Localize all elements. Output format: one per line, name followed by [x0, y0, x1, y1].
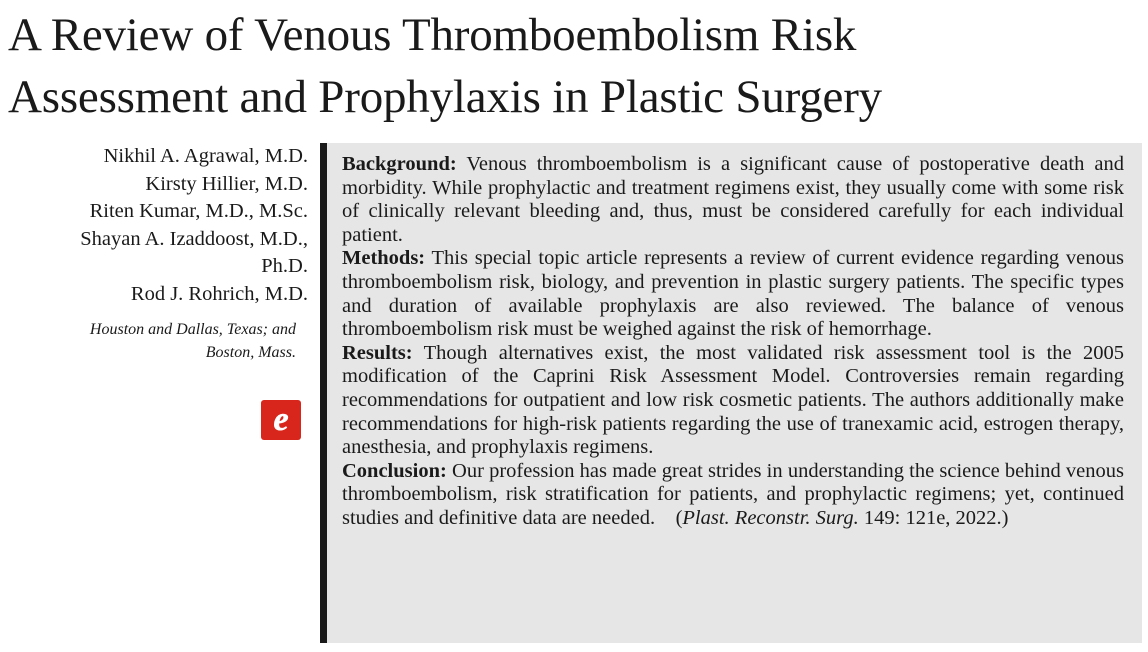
methods-text: This special topic article represents a review of current evidence regarding venous thromboembolism risk, biology, and prevention in plastic surgery patients. The specific types and duration of available prophylaxis are also reviewed. The balance of venous thromboembolism risk must be weighed against the risk of hemorrhage. — [342, 247, 1124, 341]
e-letter: e — [273, 403, 289, 437]
abstract-results — [342, 342, 1124, 460]
results-label: Results: — [342, 341, 413, 364]
results-text: Though alternatives exist, the most validated risk assessment tool is the 2005 modification of the Caprini Risk Assessment Model. Controversies remain regarding recommendations for outpatient and low risk cosmetic patients. The authors additionally make recommendations for high-risk patients regarding the use of tranexamic acid, estrogen therapy, anesthesia, and prophylaxis regimens. — [342, 341, 1124, 459]
conclusion-label: Conclusion: — [342, 459, 447, 482]
affiliation — [6, 318, 296, 364]
author-name: Shayan A. Izaddoost, M.D., — [80, 227, 308, 250]
author-name: Kirsty Hillier, M.D. — [145, 172, 308, 195]
article-title-line-1: A Review of Venous Thromboembolism Risk — [8, 9, 857, 61]
abstract-box — [327, 143, 1142, 643]
citation — [676, 507, 1009, 529]
author-name: Nikhil A. Agrawal, M.D. — [103, 145, 308, 167]
methods-label: Methods: — [342, 247, 426, 270]
author-name: Rod J. Rohrich, M.D. — [130, 282, 308, 305]
article-title — [8, 4, 1138, 128]
background-label: Background: — [342, 153, 457, 175]
abstract-rule — [320, 143, 327, 643]
affiliation-line: Boston, Mass. — [205, 344, 296, 361]
citation-rest: 149: 121e, 2022.) — [858, 506, 1009, 529]
affiliation-line: Houston and Dallas, Texas; and — [89, 321, 296, 338]
abstract-conclusion — [342, 460, 1124, 531]
e-letter-glyph — [264, 403, 298, 437]
background-text: Venous thromboembolism is a significant cause of postoperative death and morbidity. While prophylactic and treatment regimens exist, they usually come with some risk of clinically relevant bleeding and, thus, must be considered carefully for each individual patient. — [342, 153, 1124, 246]
citation-journal: Plast. Reconstr. Surg. — [682, 506, 859, 529]
citation-open: ( — [675, 506, 683, 529]
abstract-background — [342, 153, 1124, 247]
conclusion-text: Our profession has made great strides in understanding the science behind venous thromboembolism, risk stratification for patients, and prophylactic regimens; yet, continued studies and definitive data are needed. — [342, 459, 1124, 529]
article-title-line-2: Assessment and Prophylaxis in Plastic Surgery — [8, 71, 882, 123]
author-name: Ph.D. — [261, 255, 308, 277]
e-letter-icon[interactable] — [261, 400, 301, 440]
author-name: Riten Kumar, M.D., M.Sc. — [89, 200, 308, 222]
author-list — [0, 143, 308, 308]
abstract-methods — [342, 247, 1124, 341]
